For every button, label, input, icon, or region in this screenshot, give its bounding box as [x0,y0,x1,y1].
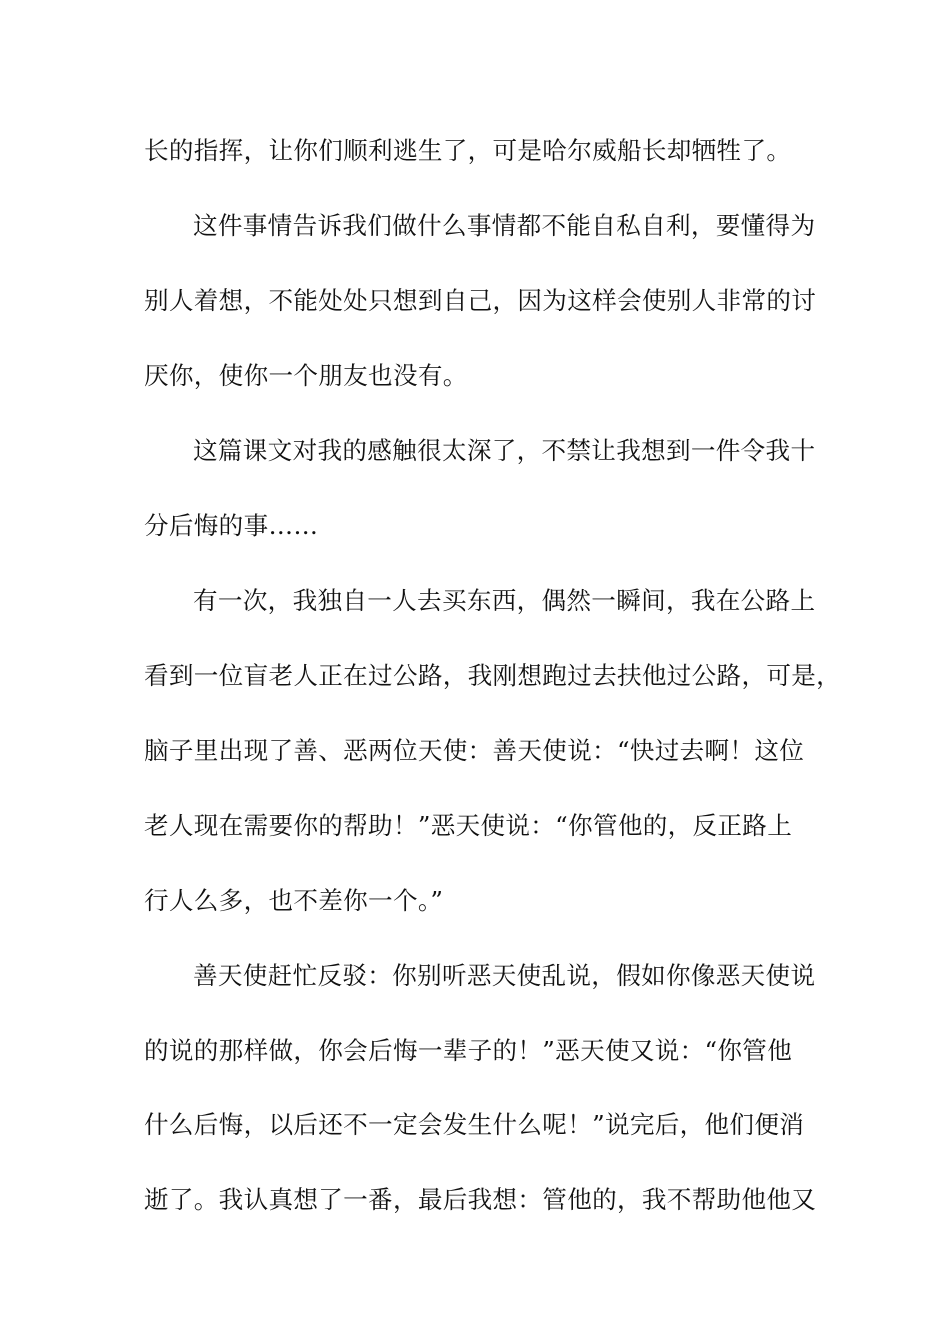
text-line-4: 厌你，使你一个朋友也没有。 [144,361,468,390]
paragraph-start-line-2: 这件事情告诉我们做什么事情都不能自私自利，要懂得为 [193,211,816,240]
text-line-15: 逝了。我认真想了一番，最后我想：管他的，我不帮助他他又 [144,1185,817,1214]
paragraph-start-line-12: 善天使赶忙反驳：你别听恶天使乱说，假如你像恶天使说 [193,961,816,990]
paragraph-start-line-7: 有一次，我独自一人去买东西，偶然一瞬间，我在公路上 [193,586,816,615]
text-line-9: 脑子里出现了善、恶两位天使：善天使说：“快过去啊！这位 [144,736,805,765]
paragraph-start-line-5: 这篇课文对我的感触很太深了，不禁让我想到一件令我十 [193,436,816,465]
text-line-14: 什么后悔，以后还不一定会发生什么呢！”说完后，他们便消 [144,1110,805,1139]
text-line-11: 行人么多，也不差你一个。” [144,886,444,915]
text-line-6: 分后悔的事…… [144,511,319,540]
text-line-8: 看到一位盲老人正在过公路，我刚想跑过去扶他过公路，可是， [144,661,842,690]
text-line-1: 长的指挥，让你们顺利逃生了，可是哈尔威船长却牺牲了。 [144,136,792,165]
text-line-3: 别人着想，不能处处只想到自己，因为这样会使别人非常的讨 [144,286,817,315]
text-line-13: 的说的那样做，你会后悔一辈子的！”恶天使又说：“你管他 [144,1036,793,1065]
text-line-10: 老人现在需要你的帮助！”恶天使说：“你管他的，反正路上 [144,811,793,840]
